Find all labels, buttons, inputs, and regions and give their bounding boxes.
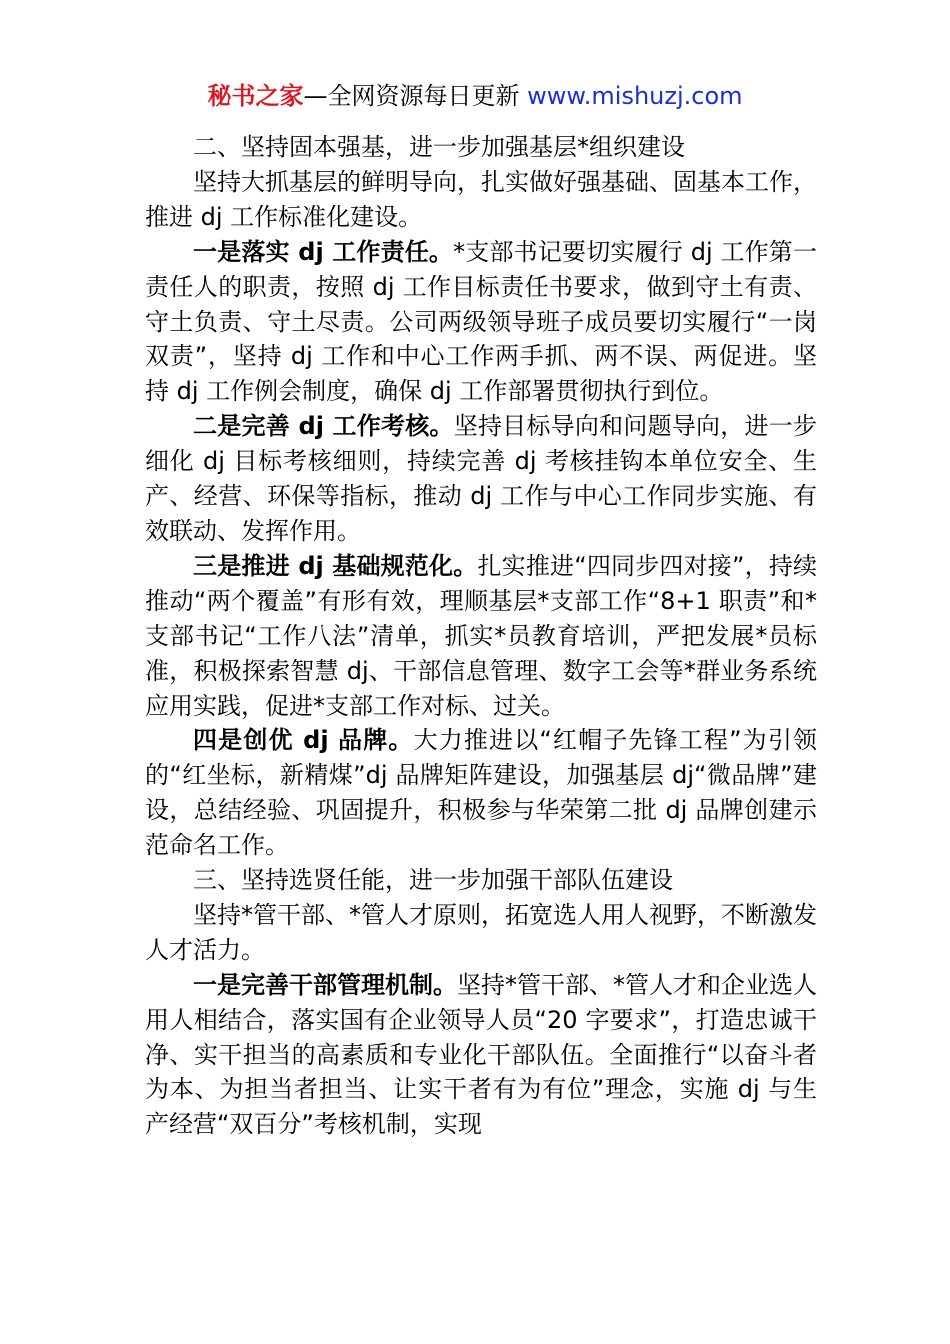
paragraph: [145, 549, 817, 724]
section-heading-text: 二、坚持固本强基，进一步加强基层*组织建设: [193, 133, 685, 161]
paragraph-text: 大力推进以“红帽子先锋工程”为引领的“红坐标，新精煤”dj 品牌矩阵建设，加强基层 dj“微品牌”建设，总结经验、巩固提升，积极参与华荣第二批 dj 品牌创建示范命名工作。: [145, 726, 817, 860]
document-body: [145, 130, 817, 1142]
paragraph: [145, 409, 817, 549]
section-heading-3: [145, 863, 817, 898]
paragraph-lead: 一是完善干部管理机制。: [193, 970, 457, 999]
paragraph: [145, 898, 817, 968]
site-header: [0, 80, 950, 112]
paragraph-lead: 一是落实 dj 工作责任。: [193, 237, 454, 266]
paragraph-lead: 二是完善 dj 工作考核。: [193, 412, 454, 441]
paragraph: [145, 165, 817, 235]
paragraph-text: *支部书记要切实履行 dj 工作第一责任人的职责，按照 dj 工作目标责任书要求，做到守土有责、守土负责、守土尽责。公司两级领导班子成员要切实履行“一岗双责”，坚持 dj 工作和中心工作两手抓、两不误、两促进。坚持 dj 工作例会制度，确保 dj 工作部署贯彻执行到位。: [145, 237, 817, 406]
paragraph-text: 坚持目标导向和问题导向，进一步细化 dj 目标考核细则，持续完善 dj 考核挂钩本单位安全、生产、经营、环保等指标，推动 dj 工作与中心工作同步实施、有效联动、发挥作用。: [145, 412, 817, 545]
paragraph-text: 坚持大抓基层的鲜明导向，扎实做好强基础、固基本工作，推进 dj 工作标准化建设。: [145, 167, 817, 231]
paragraph-text: 坚持*管干部、*管人才和企业选人用人相结合，落实国有企业领导人员“20 字要求”，打造忠诚干净、实干担当的高素质和专业化干部队伍。全面推行“以奋斗者为本、为担当者担当、让实干者有为有位”理念，实施 dj 与生产经营“双百分”考核机制，实现: [145, 970, 817, 1139]
paragraph-text: 扎实推进“四同步四对接”，持续推动“两个覆盖”有形有效，理顺基层*支部工作“8+1 职责”和*支部书记“工作八法”清单，抓实*员教育培训，严把发展*员标准，积极探索智慧 dj、干部信息管理、数字工会等*群业务系统应用实践，促进*支部工作对标、过关。: [145, 551, 817, 720]
paragraph: [145, 235, 817, 410]
paragraph: [145, 723, 817, 863]
paragraph-lead: 四是创优 dj 品牌。: [193, 726, 414, 755]
site-brand: 秘书之家: [207, 82, 304, 110]
paragraph: [145, 968, 817, 1143]
site-url-link[interactable]: www.mishuzj.com: [527, 82, 743, 110]
paragraph-text: 坚持*管干部、*管人才原则，拓宽选人用人视野，不断激发人才活力。: [145, 900, 817, 964]
section-heading-2: [145, 130, 817, 165]
paragraph-lead: 三是推进 dj 基础规范化。: [193, 551, 478, 580]
section-heading-text: 三、坚持选贤任能，进一步加强干部队伍建设: [193, 866, 673, 895]
site-tagline: —全网资源每日更新: [303, 82, 528, 110]
